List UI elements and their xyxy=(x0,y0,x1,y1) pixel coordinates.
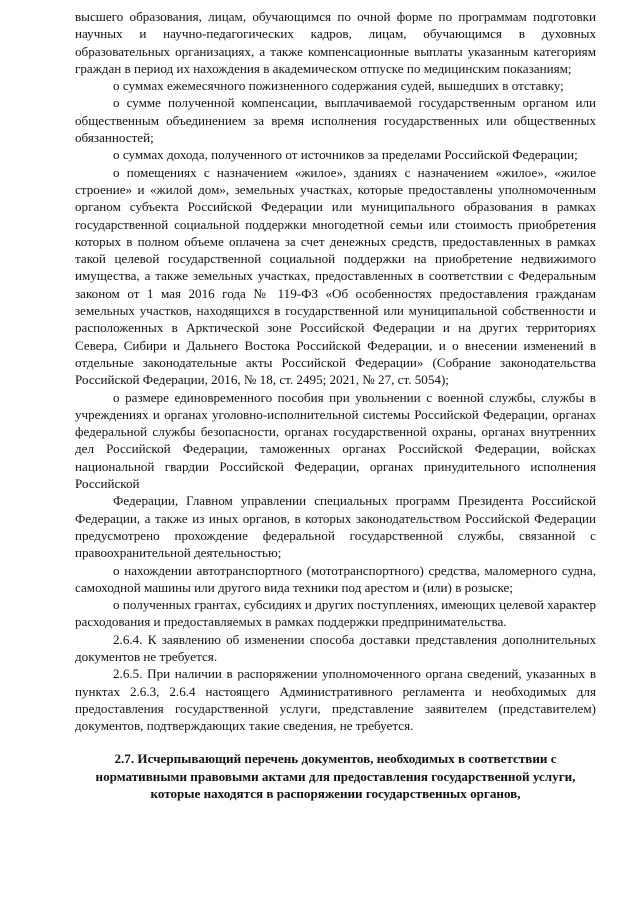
paragraph: о суммах дохода, полученного от источников за пределами Российской Федерации; xyxy=(113,147,578,163)
paragraph: о помещениях с назначением «жилое», зданиях с назначением «жилое», «жилое строение» и «жилой дом», земельных участках, которые предоставлены уполномоченным органом субъекта Российской Федерации или муниципального образования в рамках государственной социальной поддержки многодетной семьи или стоимость приобретения которых в полном объеме оплачена за счет денежных средств, предоставленных в рамках такой целевой государственной социальной поддержки на приобретение недвижимого имущества, а также земельных участках, предоставленных в соответствии с Федеральным законом от 1 мая 2016 года № 119-ФЗ «Об особенностях предоставления гражданам земельных участков, находящихся в государственной или муниципальной собственности и расположенных в Арктической зоне Российской Федерации и на других территориях Севера, Сибири и Дальнего Востока Российской Федерации, и о внесении изменений в отдельные законодательные акты Российской Федерации» (Собрание законодательства Российской Федерации, 2016, № 18, ст. 2495; 2021, № 27, ст. 5054); xyxy=(75,164,596,388)
paragraph: о размере единовременного пособия при увольнении с военной службы, службы в учреждениях и органах уголовно-исполнительной системы Российской Федерации, органах федеральной службы безопасности, органах государственной охраны, органах внутренних дел Российской Федерации, таможенных органах Российской Федерации, войсках национальной гвардии Российской Федерации, органах принудительного исполнения Российской xyxy=(75,389,596,492)
paragraph: Федерации, Главном управлении специальных программ Президента Российской Федерации, а также из иных органов, в которых законодательством Российской Федерации предусмотрено прохождение федеральной государственной службы, связанной с правоохранительной деятельностью; xyxy=(75,493,596,561)
paragraph: 2.6.5. При наличии в распоряжении уполномоченного органа сведений, указанных в пунктах 2.6.3, 2.6.4 настоящего Административного регламента и необходимых для предоставления государственной услуги, представление заявителем (представителем) документов, подтверждающих такие сведения, не требуется. xyxy=(75,666,596,734)
paragraph: о полученных грантах, субсидиях и других поступлениях, имеющих целевой характер расходования и предоставляемых в рамках поддержки предпринимательства. xyxy=(75,597,596,630)
section-heading: 2.7. Исчерпывающий перечень документов, необходимых в соответствии с нормативными правовыми актами для предоставления государственной услуги, которые находятся в распоряжении государственных органов, xyxy=(95,751,576,802)
paragraph: 2.6.4. К заявлению об изменении способа доставки представления дополнительных документов не требуется. xyxy=(75,631,596,664)
paragraph: о суммах ежемесячного пожизненного содержания судей, вышедших в отставку; xyxy=(113,78,564,94)
document-page xyxy=(75,8,596,802)
paragraph: о нахождении автотранспортного (мототранспортного) средства, маломерного судна, самоходной машины или другого вида техники под арестом и (или) в розыске; xyxy=(75,562,596,595)
paragraph: высшего образования, лицам, обучающимся по очной форме по программам подготовки научных и научно-педагогических кадров, лицам, обучающимся в духовных образовательных организациях, а также компенсационные выплаты указанным категориям граждан в период их нахождения в академическом отпуске по медицинским показаниям; xyxy=(75,9,596,76)
paragraph: о сумме полученной компенсации, выплачиваемой государственным органом или общественным объединением за время исполнения государственных или общественных обязанностей; xyxy=(75,95,596,146)
